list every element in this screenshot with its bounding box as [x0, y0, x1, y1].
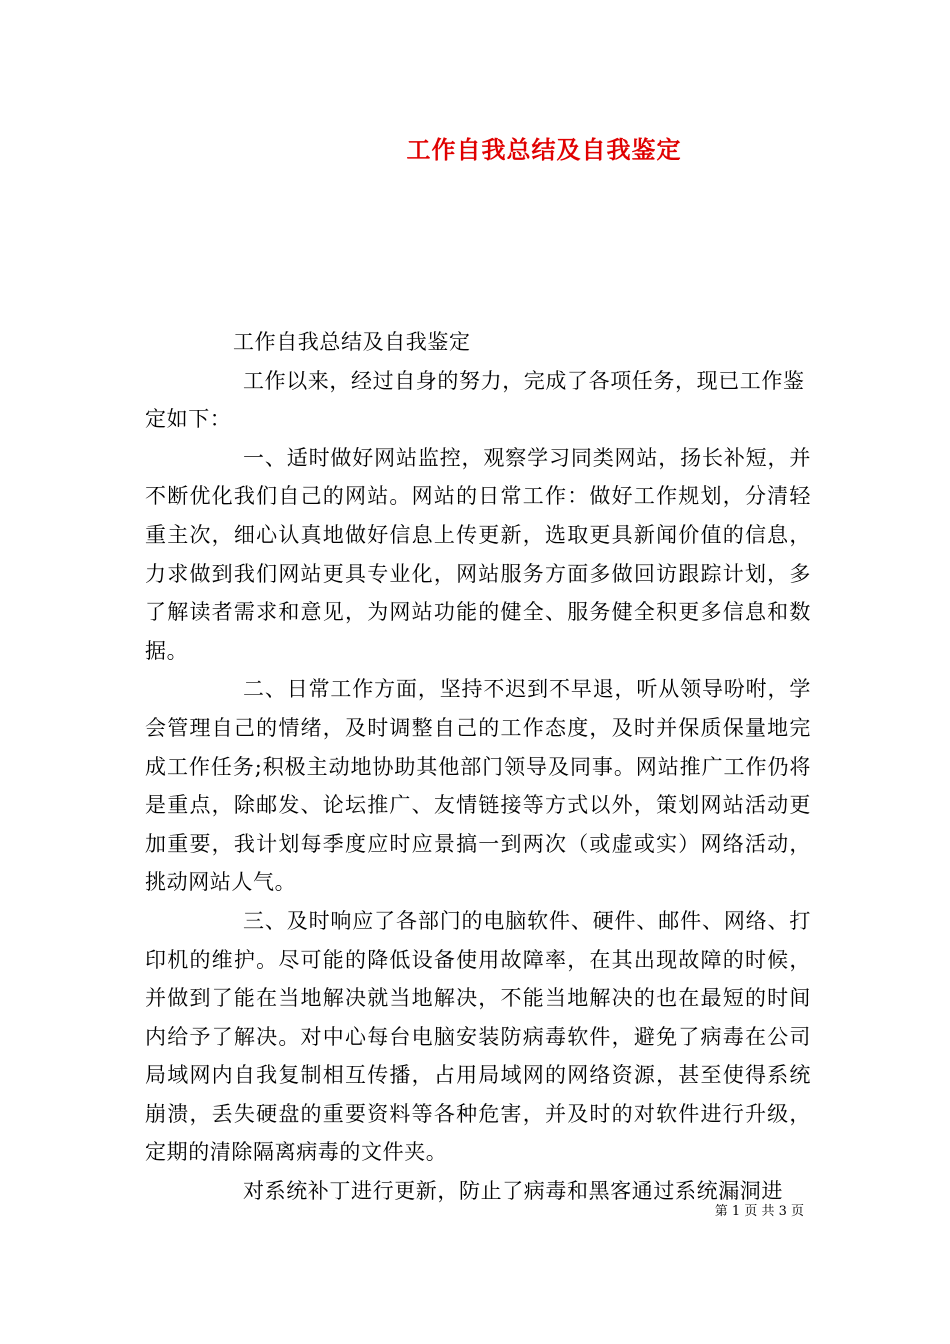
- page-number-footer: 第 1 页 共 3 页: [714, 1204, 804, 1219]
- document-body: [145, 323, 811, 1211]
- intro-paragraph: 工作以来，经过自身的努力，完成了各项任务，现已工作鉴定如下：: [145, 368, 805, 432]
- page-title: 工作自我总结及自我鉴定: [406, 135, 682, 164]
- document-heading: 工作自我总结及自我鉴定: [233, 330, 471, 354]
- paragraph-4: 对系统补丁进行更新，防止了病毒和黑客通过系统漏洞进: [243, 1179, 783, 1204]
- paragraph-1: 一、适时做好网站监控，观察学习同类网站，扬长补短，并不断优化我们自己的网站。网站的日常工作：做好工作规划，分清轻重主次，细心认真地做好信息上传更新，选取更具新闻价值的信息，力求做到我们网站更具专业化，网站服务方面多做回访跟踪计划，多了解读者需求和意见，为网站功能的健全、服务健全积更多信息和数据。: [145, 445, 811, 663]
- paragraph-2: 二、日常工作方面，坚持不迟到不早退，听从领导吩咐，学会管理自己的情绪，及时调整自己的工作态度，及时并保质保量地完成工作任务;积极主动地协助其他部门领导及同事。网站推广工作仍将是重点，除邮发、论坛推广、友情链接等方式以外，策划网站活动更加重要，我计划每季度应时应景搞一到两次（或虚或实）网络活动，挑动网站人气。: [145, 677, 811, 895]
- paragraph-3: 三、及时响应了各部门的电脑软件、硬件、邮件、网络、打印机的维护。尽可能的降低设备使用故障率，在其出现故障的时候，并做到了能在当地解决就当地解决，不能当地解决的也在最短的时间内给予了解决。对中心每台电脑安装防病毒软件，避免了病毒在公司局域网内自我复制相互传播，占用局域网的网络资源，甚至使得系统崩溃，丢失硬盘的重要资料等各种危害，并及时的对软件进行升级，定期的清除隔离病毒的文件夹。: [145, 908, 811, 1165]
